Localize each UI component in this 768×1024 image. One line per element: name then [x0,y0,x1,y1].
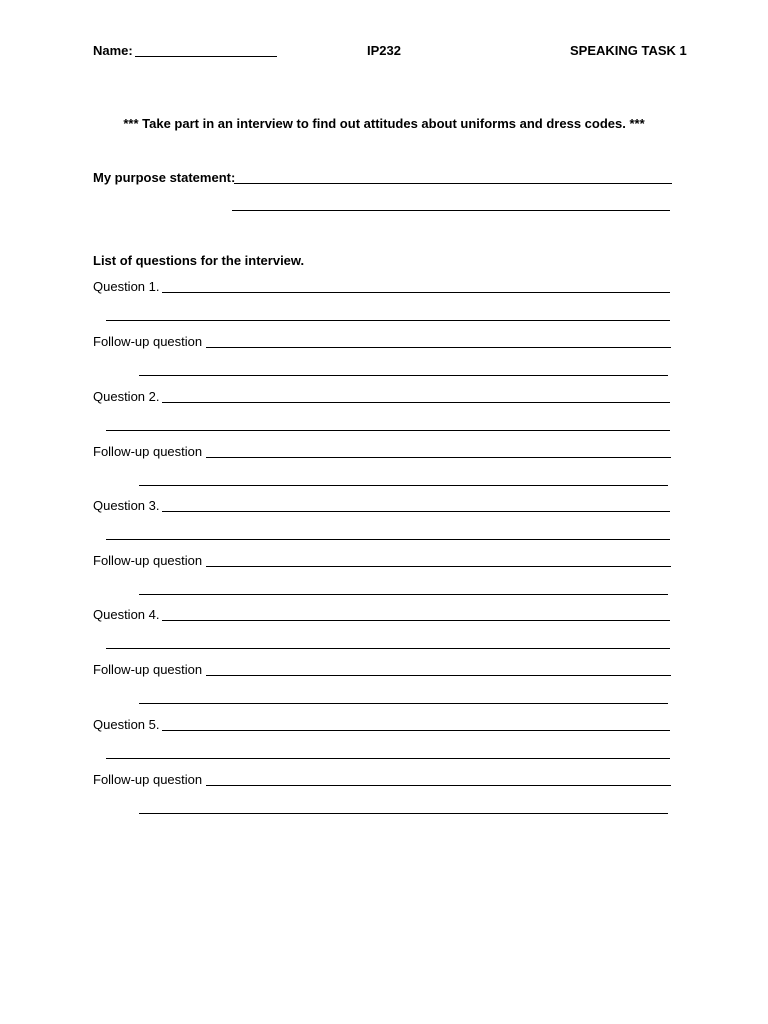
question-5-line-1[interactable] [162,730,670,731]
followup-5-line-1[interactable] [206,785,671,786]
question-4-line-2[interactable] [106,648,670,649]
name-label: Name: [93,43,133,58]
question-3-line-1[interactable] [162,511,670,512]
followup-4-line-1[interactable] [206,675,671,676]
followup-4-line-2[interactable] [139,703,668,704]
followup-3-line-1[interactable] [206,566,671,567]
purpose-line-2[interactable] [232,210,670,211]
followup-5-line-2[interactable] [139,813,668,814]
task-title: SPEAKING TASK 1 [570,43,687,58]
question-5-line-2[interactable] [106,758,670,759]
followup-2-line-1[interactable] [206,457,671,458]
question-2-line-1[interactable] [162,402,670,403]
question-1-line-1[interactable] [162,292,670,293]
question-2-label: Question 2. [93,389,160,404]
question-2-line-2[interactable] [106,430,670,431]
question-5-label: Question 5. [93,717,160,732]
question-4-label: Question 4. [93,607,160,622]
followup-3-line-2[interactable] [139,594,668,595]
question-1-label: Question 1. [93,279,160,294]
instruction-text: *** Take part in an interview to find out attitudes about uniforms and dress codes. *** [123,116,645,131]
followup-3-label: Follow-up question [93,553,203,568]
question-3-line-2[interactable] [106,539,670,540]
question-3-label: Question 3. [93,498,160,513]
purpose-line-1[interactable] [234,183,672,184]
followup-1-label: Follow-up question [93,334,203,349]
followup-5-label: Follow-up question [93,772,203,787]
followup-2-line-2[interactable] [139,485,668,486]
name-field-line[interactable] [135,56,277,57]
questions-heading: List of questions for the interview. [93,253,305,268]
purpose-label: My purpose statement: [93,170,236,185]
followup-1-line-2[interactable] [139,375,668,376]
followup-4-label: Follow-up question [93,662,203,677]
course-code: IP232 [367,43,401,58]
followup-1-line-1[interactable] [206,347,671,348]
followup-2-label: Follow-up question [93,444,203,459]
question-4-line-1[interactable] [162,620,670,621]
question-1-line-2[interactable] [106,320,670,321]
